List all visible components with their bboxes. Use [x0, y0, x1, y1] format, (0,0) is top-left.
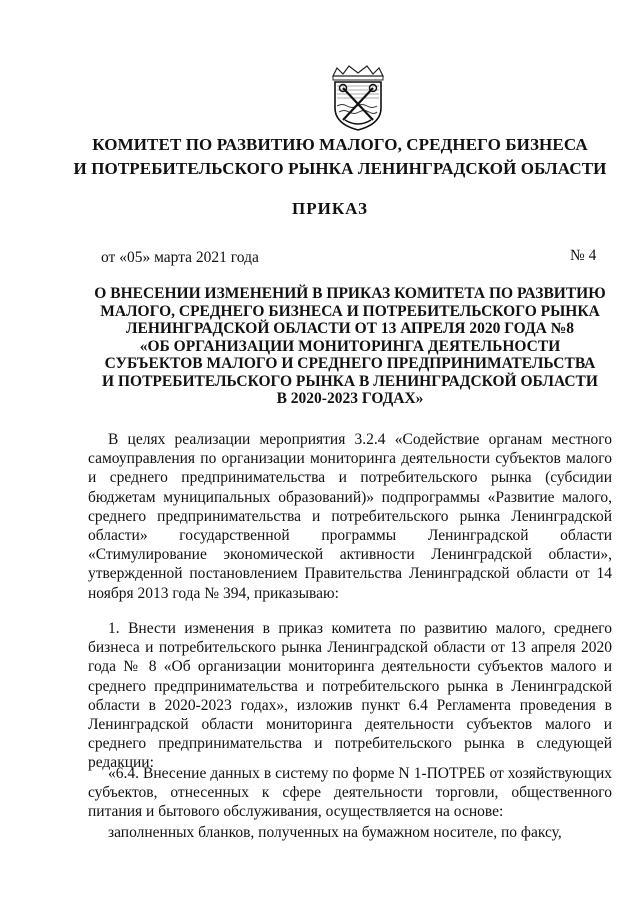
document-type: ПРИКАЗ	[292, 199, 368, 218]
item-1-paragraph	[88, 619, 612, 773]
preamble-paragraph	[88, 430, 612, 603]
heading-line: ЛЕНИНГРАДСКОЙ ОБЛАСТИ ОТ 13 АПРЕЛЯ 2020 ГОДА №8	[125, 320, 575, 337]
heading-line: В 2020-2023 ГОДАХ»	[276, 390, 424, 407]
order-heading	[88, 285, 612, 408]
committee-line-2: И ПОТРЕБИТЕЛЬСКОГО РЫНКА ЛЕНИНГРАДСКОЙ ОБЛАСТИ	[73, 159, 607, 178]
heading-line: «ОБ ОРГАНИЗАЦИИ МОНИТОРИНГА ДЕЯТЕЛЬНОСТИ	[139, 337, 561, 355]
committee-line-1: КОМИТЕТ ПО РАЗВИТИЮ МАЛОГО, СРЕДНЕГО БИЗНЕСА	[92, 135, 588, 154]
continuation-paragraph	[88, 823, 612, 842]
heading-line: МАЛОГО, СРЕДНЕГО БИЗНЕСА И ПОТРЕБИТЕЛЬСКОГО РЫНКА	[100, 302, 600, 320]
order-number: № 4	[570, 247, 597, 264]
quoted-clause-paragraph	[88, 764, 612, 822]
heading-line: О ВНЕСЕНИИ ИЗМЕНЕНИЙ В ПРИКАЗ КОМИТЕТА ПО РАЗВИТИЮ	[94, 285, 606, 302]
committee-name	[40, 133, 640, 181]
order-date: от «05» марта 2021 года	[101, 249, 259, 266]
heading-line: СУБЪЕКТОВ МАЛОГО И СРЕДНЕГО ПРЕДПРИНИМАТЕЛЬСТВА	[104, 355, 596, 372]
quoted-clause-text: «6.4. Внесение данных в систему по форме N 1-ПОТРЕБ от хозяйствующих субъектов, отнесенных к сфере деятельности торговли, общественного питания и бытового обслуживания, осуществляется на основе:	[88, 765, 612, 821]
heading-line: И ПОТРЕБИТЕЛЬСКОГО РЫНКА В ЛЕНИНГРАДСКОЙ ОБЛАСТИ	[102, 372, 598, 390]
item-1-text: 1. Внести изменения в приказ комитета по развитию малого, среднего бизнеса и потребительского рынка Ленинградской области от 13 апреля 2020 года № 8 «Об организации мониторинга деятельности субъектов малого и среднего предпринимательства и потребительского рынка в Ленинградской области в 2020-2023 годах», изложив пункт 6.4 Регламента проведения в Ленинградской области мониторинга деятельности субъектов малого и среднего предпринимательства и потребительского рынка в следующей редакции:	[88, 620, 612, 772]
continuation-text: заполненных бланков, полученных на бумажном носителе, по факсу,	[108, 824, 562, 841]
coat-of-arms-icon	[325, 62, 391, 132]
preamble-text: В целях реализации мероприятия 3.2.4 «Содействие органам местного самоуправления по организации мониторинга деятельности субъектов малого и среднего предпринимательства и потребительского рынка (субсидии бюджетам муниципальных образований)» подпрограммы «Развитие малого, среднего предпринимательства и потребительского рынка Ленинградской области» государственной программы Ленинградской области «Стимулирование экономической активности Ленинградской области», утвержденной постановлением Правительства Ленинградской области от 14 ноября 2013 года № 394, приказываю:	[88, 431, 612, 602]
